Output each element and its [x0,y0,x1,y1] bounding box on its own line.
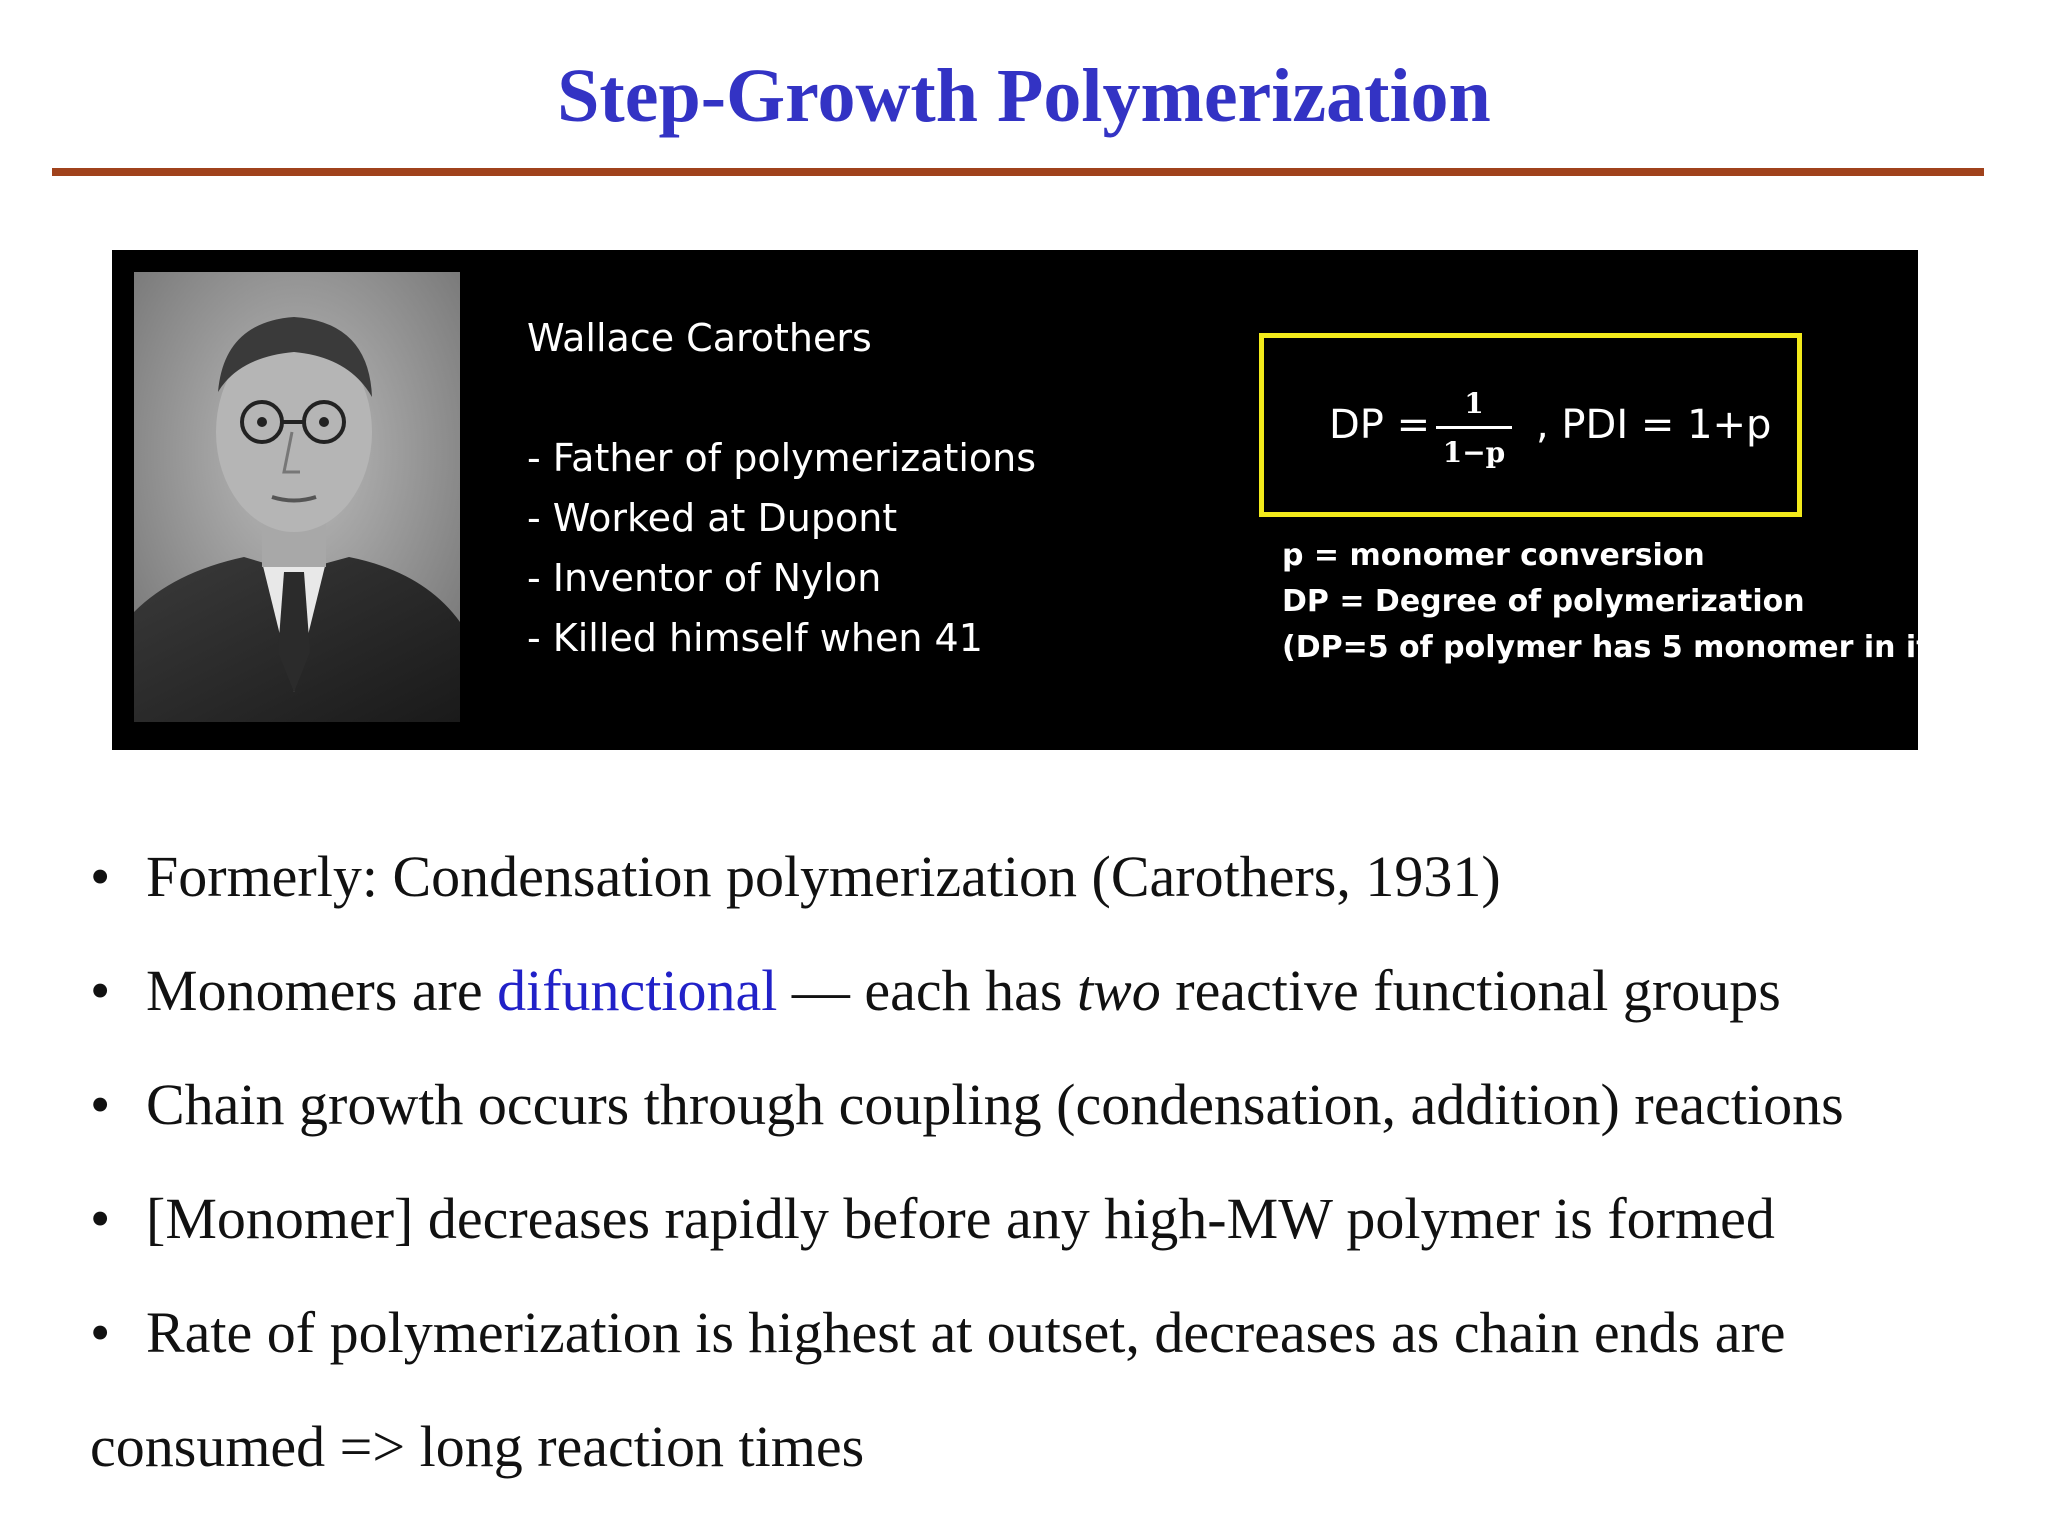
fraction-bar [1436,426,1512,429]
carothers-banner [112,250,1945,750]
bullet-item [90,820,2030,934]
fraction-numerator: 1 [1464,387,1484,420]
note-line: p = monomer conversion [1282,538,1705,573]
fraction-denominator: 1−p [1442,436,1506,469]
portrait-photo [134,272,460,722]
bio-fact: - Killed himself when 41 [527,616,983,660]
bullet-list [90,820,2030,1504]
bullet-glyph: • [90,844,111,909]
bullet-text: — each has [777,958,1077,1023]
bio-fact: - Father of polymerizations [527,436,1037,480]
note-line: (DP=5 of polymer has 5 monomer in it) [1282,630,1945,665]
formula-notes [1282,533,1944,671]
bullet-item [90,934,2030,1048]
bullet-glyph: • [90,1300,111,1365]
bullet-continuation: consumed => long reaction times [90,1414,865,1479]
note-line: DP = Degree of polymerization [1282,584,1805,619]
bullet-item [90,1276,2030,1390]
emphasized-term: two [1076,958,1161,1023]
dp-fraction [1436,386,1512,471]
bullet-text: Formerly: Condensation polymerization (Carothers, 1931) [146,844,1501,909]
biography [527,308,1036,668]
bullet-item [90,1162,2030,1276]
dp-label: DP = [1329,402,1431,448]
bullet-item [90,1048,2030,1162]
bullet-glyph: • [90,958,111,1023]
bullet-text: Rate of polymerization is highest at outset, decreases as chain ends are [146,1300,1786,1365]
highlighted-term: difunctional [497,958,778,1023]
bio-fact: - Inventor of Nylon [527,556,882,600]
bullet-text: Chain growth occurs through coupling (condensation, addition) reactions [146,1072,1844,1137]
bullet-text: reactive functional groups [1160,958,1781,1023]
title-divider [52,168,1984,176]
bio-fact: - Worked at Dupont [527,496,898,540]
bullet-text: [Monomer] decreases rapidly before any high-MW polymer is formed [146,1186,1775,1251]
bullet-glyph: • [90,1072,111,1137]
pdi-formula: , PDI = 1+p [1536,402,1772,448]
slide-title: Step-Growth Polymerization [557,54,1491,138]
bullet-text: Monomers are [146,958,498,1023]
scientist-name: Wallace Carothers [527,316,872,360]
portrait-illustration [134,272,460,722]
formula-box [1259,333,1802,517]
bullet-glyph: • [90,1186,111,1251]
